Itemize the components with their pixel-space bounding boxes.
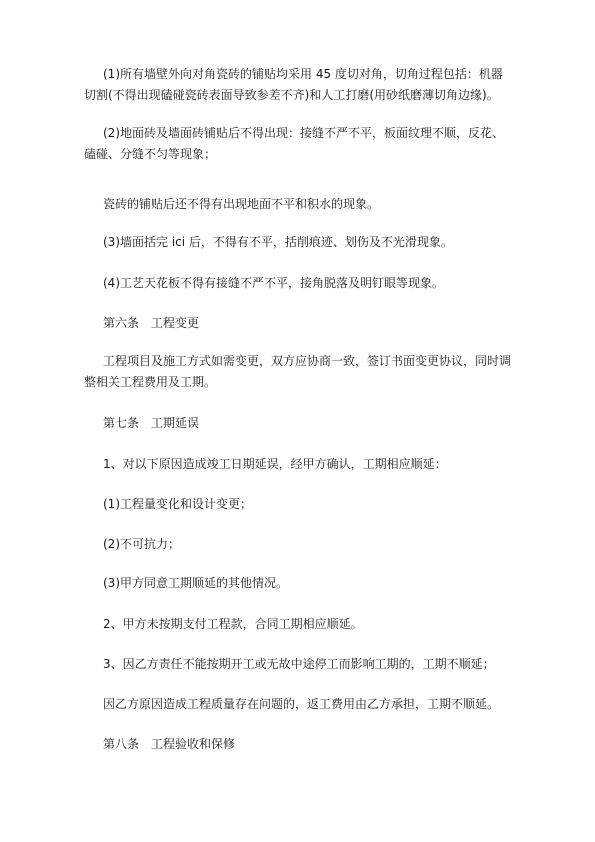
paragraph-contractor-fault: 3、因乙方责任不能按期开工或无故中途停工而影响工期的，工期不顺延； — [103, 657, 495, 671]
paragraph-delay-item-3: (3)甲方同意工期顺延的其他情况。 — [103, 576, 288, 590]
paragraph-project-change: 工程项目及施工方式如需变更，双方应协商一致，签订书面变更协议，同时调整相关工程费用及工期。 — [84, 354, 512, 389]
paragraph-ceiling: (4)工艺天花板不得有接缝不严不平，接角脱落及明钉眼等现象。 — [103, 276, 445, 290]
paragraph-delay-reasons: 1、对以下原因造成竣工日期延误，经甲方确认，工期相应顺延： — [103, 457, 447, 471]
section-heading-article-6: 第六条 工程变更 — [103, 316, 200, 330]
paragraph-quality-rework: 因乙方原因造成工程质量存在问题的，返工费用由乙方承担，工期不顺延。 — [103, 697, 500, 711]
paragraph-floor-flatness: 瓷砖的铺贴后还不得有出现地面不平和积水的现象。 — [103, 197, 380, 211]
paragraph-tile-laying-defects: (2)地面砖及墙面砖铺贴后不得出现：接缝不严不平，板面纹理不顺，反花、磕碰、分缝不匀等现象； — [84, 126, 505, 161]
section-heading-article-7: 第七条 工期延误 — [103, 416, 200, 430]
paragraph-delay-item-1: (1)工程量变化和设计变更； — [103, 497, 252, 511]
paragraph-tile-diagonal-cut: (1)所有墙壁外向对角瓷砖的铺贴均采用 45 度切对角，切角过程包括：机器切割(不得出现磕碰瓷砖表面导致参差不齐)和人工打磨(用砂纸磨薄切角边缘)。 — [84, 67, 503, 102]
paragraph-payment-delay: 2、甲方未按期支付工程款，合同工期相应顺延。 — [103, 617, 363, 631]
paragraph-delay-item-2: (2)不可抗力； — [103, 537, 180, 551]
paragraph-wall-putty: (3)墙面括完 ici 后，不得有不平，括削痕迹、划伤及不光滑现象。 — [103, 235, 453, 249]
section-heading-article-8: 第八条 工程验收和保修 — [103, 737, 236, 751]
